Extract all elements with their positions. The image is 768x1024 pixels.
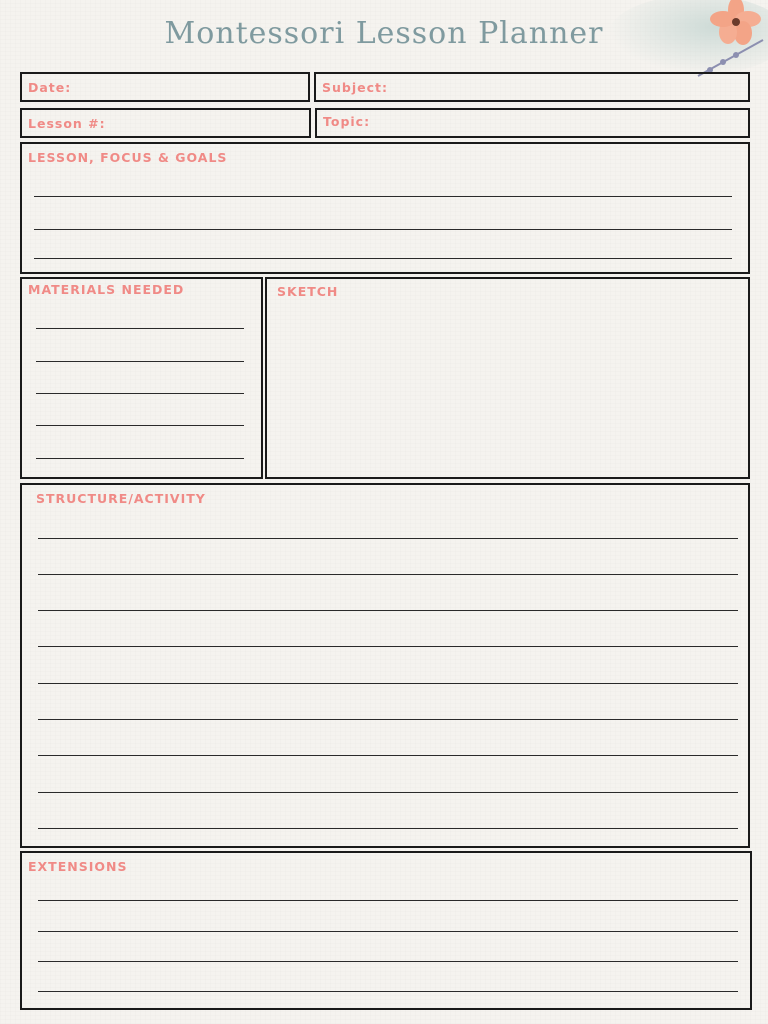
writing-line [38, 646, 738, 647]
writing-line [38, 683, 738, 684]
lesson-number-field[interactable] [20, 108, 311, 138]
topic-label: Topic: [323, 114, 371, 129]
writing-line [36, 425, 244, 426]
writing-line [38, 610, 738, 611]
goals-label: LESSON, FOCUS & GOALS [28, 150, 228, 165]
subject-label: Subject: [322, 80, 388, 95]
writing-line [36, 361, 244, 362]
extensions-label: EXTENSIONS [28, 859, 128, 874]
writing-line [38, 900, 738, 901]
writing-line [36, 328, 244, 329]
subject-field[interactable] [314, 72, 750, 102]
writing-line [38, 961, 738, 962]
writing-line [34, 196, 732, 197]
topic-field[interactable] [315, 108, 750, 138]
writing-line [38, 828, 738, 829]
materials-section[interactable] [20, 277, 263, 479]
structure-section[interactable] [20, 483, 750, 848]
sketch-section[interactable] [265, 277, 750, 479]
writing-line [38, 991, 738, 992]
materials-label: MATERIALS NEEDED [28, 282, 185, 297]
writing-line [38, 931, 738, 932]
lesson-number-label: Lesson #: [28, 116, 106, 131]
extensions-section[interactable] [20, 851, 752, 1010]
sketch-label: SKETCH [277, 284, 339, 299]
writing-line [36, 393, 244, 394]
writing-line [34, 258, 732, 259]
date-field[interactable] [20, 72, 310, 102]
page-title: Montessori Lesson Planner [164, 16, 604, 51]
writing-line [38, 755, 738, 756]
writing-line [38, 719, 738, 720]
writing-line [38, 574, 738, 575]
writing-line [38, 538, 738, 539]
structure-label: STRUCTURE/ACTIVITY [36, 491, 206, 506]
goals-section[interactable] [20, 142, 750, 274]
writing-line [38, 792, 738, 793]
writing-line [34, 229, 732, 230]
writing-line [36, 458, 244, 459]
date-label: Date: [28, 80, 72, 95]
